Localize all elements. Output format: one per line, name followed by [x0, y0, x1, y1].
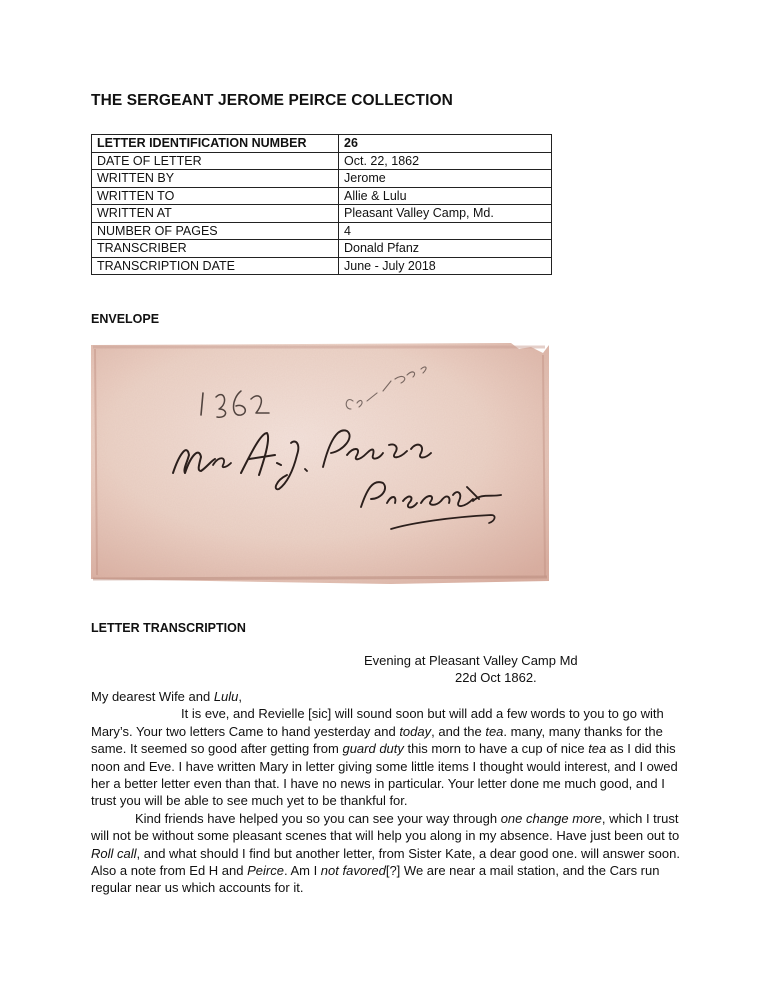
emphasis-text: not favored	[320, 863, 386, 879]
metadata-row	[92, 187, 552, 205]
metadata-label: LETTER IDENTIFICATION NUMBER	[92, 135, 339, 153]
letter-paragraph-1	[91, 705, 681, 809]
text-run: this morn to have a cup of nice	[403, 741, 589, 757]
text-run: Kind friends have helped you so you can see your way through	[135, 810, 501, 826]
transcription-heading: LETTER TRANSCRIPTION	[91, 621, 246, 635]
text-run: , which I trust will not be without some pleasant scenes that will help you along in my absence. Have just been out to	[91, 810, 680, 844]
metadata-value: Jerome	[339, 170, 552, 188]
metadata-label: TRANSCRIBER	[92, 240, 339, 258]
metadata-row	[92, 257, 552, 275]
letter-date: 22d Oct 1862.	[455, 670, 537, 685]
metadata-row	[92, 170, 552, 188]
metadata-row	[92, 152, 552, 170]
metadata-row	[92, 240, 552, 258]
text-run: . many, many thanks for the same. It seemed so good after getting from	[91, 723, 663, 757]
metadata-row	[92, 222, 552, 240]
text-run: . Am I	[283, 863, 321, 879]
text-run: as I did this noon and Eve. I have written Mary in letter giving some little items I thought would interest, and I owed her a better letter even than that. I have no news in particular. Your letter done me much good, and I trust you will be able to see much yet to be thankful for.	[91, 741, 678, 809]
envelope-heading: ENVELOPE	[91, 312, 160, 326]
metadata-label: WRITTEN BY	[92, 170, 339, 188]
metadata-label: DATE OF LETTER	[92, 152, 339, 170]
emphasis-text: one change more	[500, 810, 602, 826]
letter-salutation: My dearest Wife and Lulu,	[91, 689, 243, 704]
text-run: It is eve, and Revielle [sic] will sound soon but will add a few words to you to go with Mary’s. Your two letters Came to hand yesterday and	[91, 706, 664, 739]
document-title: THE SERGEANT JEROME PEIRCE COLLECTION	[91, 92, 453, 109]
metadata-value: 26	[339, 135, 552, 153]
salutation-name: Lulu	[213, 689, 239, 704]
letter-paragraph-2	[91, 810, 681, 897]
metadata-row	[92, 205, 552, 223]
metadata-label: TRANSCRIPTION DATE	[92, 257, 339, 275]
letter-metadata-table	[91, 134, 552, 275]
letter-place: Evening at Pleasant Valley Camp Md	[364, 653, 578, 668]
metadata-label: WRITTEN AT	[92, 205, 339, 223]
metadata-value: Donald Pfanz	[339, 240, 552, 258]
text-run: , and the	[431, 723, 486, 739]
metadata-value: Pleasant Valley Camp, Md.	[339, 205, 552, 223]
metadata-label: NUMBER OF PAGES	[92, 222, 339, 240]
envelope-image	[91, 343, 549, 584]
metadata-label: WRITTEN TO	[92, 187, 339, 205]
metadata-value: Allie & Lulu	[339, 187, 552, 205]
metadata-value: June - July 2018	[339, 257, 552, 275]
emphasis-text: Roll call	[91, 845, 137, 861]
metadata-row	[92, 135, 552, 153]
letter-body	[91, 688, 681, 897]
emphasis-text: today	[399, 723, 432, 739]
metadata-value: 4	[339, 222, 552, 240]
metadata-value: Oct. 22, 1862	[339, 152, 552, 170]
text-run: [?] We are near a mail station, and the Cars run regular near us which accounts for it.	[91, 863, 660, 896]
text-run: , and what should I find but another letter, from Sister Kate, a dear good one. will answer soon. Also a note from Ed H and	[91, 845, 680, 879]
emphasis-text: tea	[485, 723, 504, 739]
emphasis-text: guard duty	[342, 741, 404, 757]
emphasis-text: Peirce	[247, 863, 284, 879]
emphasis-text: tea	[588, 741, 607, 757]
